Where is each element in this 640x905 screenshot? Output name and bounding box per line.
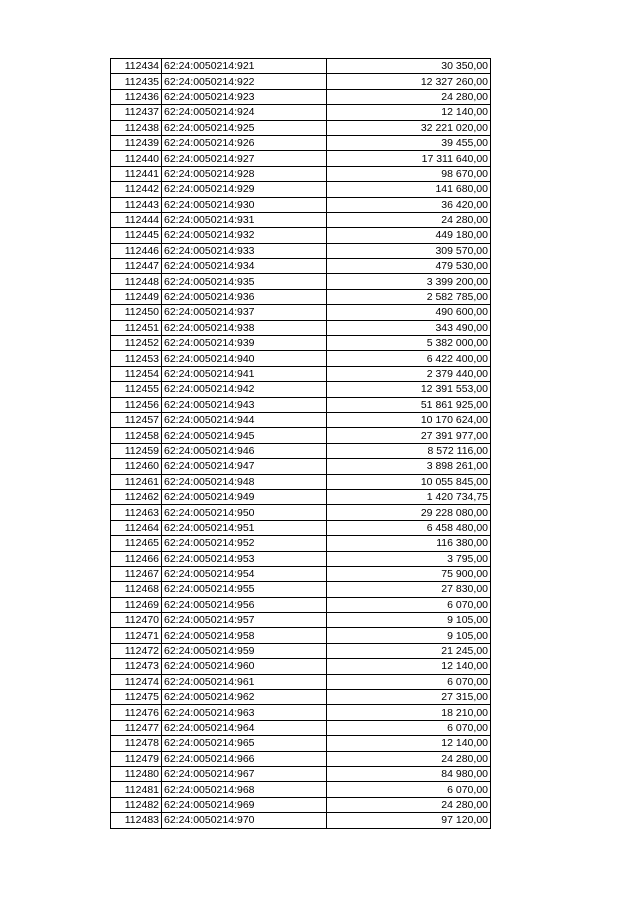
table-row	[111, 736, 491, 751]
cadastral-value-cell: 6 070,00	[327, 674, 491, 689]
cadastral-value-cell: 75 900,00	[327, 566, 491, 581]
cadastral-number-cell: 62:24:0050214:969	[162, 797, 327, 812]
row-number-cell: 112464	[111, 520, 162, 535]
cadastral-value-cell: 3 795,00	[327, 551, 491, 566]
table-row	[111, 443, 491, 458]
row-number-cell: 112461	[111, 474, 162, 489]
cadastral-value-cell: 27 315,00	[327, 690, 491, 705]
cadastral-value-cell: 24 280,00	[327, 89, 491, 104]
row-number-cell: 112435	[111, 74, 162, 89]
row-number-cell: 112442	[111, 182, 162, 197]
table-row	[111, 243, 491, 258]
cadastral-number-cell: 62:24:0050214:923	[162, 89, 327, 104]
row-number-cell: 112476	[111, 705, 162, 720]
row-number-cell: 112467	[111, 566, 162, 581]
cadastral-number-cell: 62:24:0050214:970	[162, 813, 327, 828]
cadastral-number-cell: 62:24:0050214:952	[162, 536, 327, 551]
document-table-container	[110, 58, 491, 829]
cadastral-number-cell: 62:24:0050214:933	[162, 243, 327, 258]
cadastral-value-cell: 10 055 845,00	[327, 474, 491, 489]
cadastral-value-cell: 479 530,00	[327, 259, 491, 274]
cadastral-value-cell: 1 420 734,75	[327, 489, 491, 504]
row-number-cell: 112475	[111, 690, 162, 705]
cadastral-number-cell: 62:24:0050214:966	[162, 751, 327, 766]
cadastral-value-cell: 84 980,00	[327, 766, 491, 781]
row-number-cell: 112455	[111, 382, 162, 397]
cadastral-number-cell: 62:24:0050214:947	[162, 459, 327, 474]
row-number-cell: 112465	[111, 536, 162, 551]
row-number-cell: 112456	[111, 397, 162, 412]
cadastral-number-cell: 62:24:0050214:925	[162, 120, 327, 135]
cadastral-number-cell: 62:24:0050214:944	[162, 412, 327, 427]
table-row	[111, 397, 491, 412]
row-number-cell: 112443	[111, 197, 162, 212]
row-number-cell: 112469	[111, 597, 162, 612]
table-row	[111, 166, 491, 181]
table-row	[111, 151, 491, 166]
cadastral-number-cell: 62:24:0050214:954	[162, 566, 327, 581]
table-row	[111, 813, 491, 828]
cadastral-value-cell: 6 070,00	[327, 782, 491, 797]
table-row	[111, 797, 491, 812]
row-number-cell: 112473	[111, 659, 162, 674]
row-number-cell: 112474	[111, 674, 162, 689]
row-number-cell: 112466	[111, 551, 162, 566]
cadastral-value-cell: 36 420,00	[327, 197, 491, 212]
row-number-cell: 112468	[111, 582, 162, 597]
row-number-cell: 112478	[111, 736, 162, 751]
table-row	[111, 690, 491, 705]
cadastral-value-cell: 6 070,00	[327, 597, 491, 612]
table-row	[111, 520, 491, 535]
cadastral-number-cell: 62:24:0050214:965	[162, 736, 327, 751]
cadastral-number-cell: 62:24:0050214:961	[162, 674, 327, 689]
row-number-cell: 112471	[111, 628, 162, 643]
table-row	[111, 613, 491, 628]
cadastral-value-table	[110, 58, 491, 829]
cadastral-number-cell: 62:24:0050214:931	[162, 212, 327, 227]
row-number-cell: 112477	[111, 720, 162, 735]
cadastral-value-cell: 9 105,00	[327, 613, 491, 628]
cadastral-number-cell: 62:24:0050214:942	[162, 382, 327, 397]
row-number-cell: 112447	[111, 259, 162, 274]
table-row	[111, 582, 491, 597]
row-number-cell: 112472	[111, 643, 162, 658]
cadastral-number-cell: 62:24:0050214:964	[162, 720, 327, 735]
cadastral-number-cell: 62:24:0050214:963	[162, 705, 327, 720]
cadastral-value-cell: 449 180,00	[327, 228, 491, 243]
table-row	[111, 628, 491, 643]
table-row	[111, 182, 491, 197]
table-row	[111, 382, 491, 397]
table-row	[111, 197, 491, 212]
table-row	[111, 474, 491, 489]
cadastral-value-cell: 18 210,00	[327, 705, 491, 720]
cadastral-number-cell: 62:24:0050214:929	[162, 182, 327, 197]
row-number-cell: 112444	[111, 212, 162, 227]
cadastral-value-cell: 6 070,00	[327, 720, 491, 735]
cadastral-value-cell: 3 399 200,00	[327, 274, 491, 289]
cadastral-number-cell: 62:24:0050214:953	[162, 551, 327, 566]
table-row	[111, 59, 491, 74]
table-row	[111, 305, 491, 320]
cadastral-number-cell: 62:24:0050214:936	[162, 289, 327, 304]
row-number-cell: 112482	[111, 797, 162, 812]
cadastral-number-cell: 62:24:0050214:967	[162, 766, 327, 781]
cadastral-number-cell: 62:24:0050214:950	[162, 505, 327, 520]
cadastral-value-cell: 30 350,00	[327, 59, 491, 74]
cadastral-number-cell: 62:24:0050214:946	[162, 443, 327, 458]
row-number-cell: 112479	[111, 751, 162, 766]
cadastral-value-cell: 24 280,00	[327, 212, 491, 227]
row-number-cell: 112448	[111, 274, 162, 289]
cadastral-number-cell: 62:24:0050214:956	[162, 597, 327, 612]
cadastral-value-cell: 2 582 785,00	[327, 289, 491, 304]
row-number-cell: 112460	[111, 459, 162, 474]
cadastral-number-cell: 62:24:0050214:949	[162, 489, 327, 504]
cadastral-value-cell: 9 105,00	[327, 628, 491, 643]
table-row	[111, 536, 491, 551]
cadastral-number-cell: 62:24:0050214:941	[162, 366, 327, 381]
cadastral-number-cell: 62:24:0050214:932	[162, 228, 327, 243]
cadastral-value-cell: 12 391 553,00	[327, 382, 491, 397]
table-body	[111, 59, 491, 829]
cadastral-number-cell: 62:24:0050214:968	[162, 782, 327, 797]
cadastral-number-cell: 62:24:0050214:938	[162, 320, 327, 335]
cadastral-number-cell: 62:24:0050214:921	[162, 59, 327, 74]
table-row	[111, 659, 491, 674]
table-row	[111, 459, 491, 474]
table-row	[111, 489, 491, 504]
cadastral-number-cell: 62:24:0050214:935	[162, 274, 327, 289]
row-number-cell: 112441	[111, 166, 162, 181]
row-number-cell: 112459	[111, 443, 162, 458]
table-row	[111, 566, 491, 581]
cadastral-number-cell: 62:24:0050214:960	[162, 659, 327, 674]
row-number-cell: 112483	[111, 813, 162, 828]
cadastral-number-cell: 62:24:0050214:927	[162, 151, 327, 166]
row-number-cell: 112437	[111, 105, 162, 120]
table-row	[111, 720, 491, 735]
cadastral-number-cell: 62:24:0050214:928	[162, 166, 327, 181]
table-row	[111, 551, 491, 566]
row-number-cell: 112449	[111, 289, 162, 304]
table-row	[111, 674, 491, 689]
cadastral-value-cell: 10 170 624,00	[327, 412, 491, 427]
row-number-cell: 112453	[111, 351, 162, 366]
cadastral-value-cell: 17 311 640,00	[327, 151, 491, 166]
cadastral-number-cell: 62:24:0050214:955	[162, 582, 327, 597]
table-row	[111, 120, 491, 135]
cadastral-value-cell: 343 490,00	[327, 320, 491, 335]
row-number-cell: 112438	[111, 120, 162, 135]
table-row	[111, 212, 491, 227]
cadastral-value-cell: 24 280,00	[327, 751, 491, 766]
table-row	[111, 135, 491, 150]
row-number-cell: 112480	[111, 766, 162, 781]
cadastral-value-cell: 39 455,00	[327, 135, 491, 150]
cadastral-value-cell: 12 327 260,00	[327, 74, 491, 89]
row-number-cell: 112446	[111, 243, 162, 258]
cadastral-value-cell: 51 861 925,00	[327, 397, 491, 412]
table-row	[111, 766, 491, 781]
table-row	[111, 705, 491, 720]
table-row	[111, 597, 491, 612]
table-row	[111, 782, 491, 797]
row-number-cell: 112451	[111, 320, 162, 335]
cadastral-value-cell: 490 600,00	[327, 305, 491, 320]
cadastral-value-cell: 5 382 000,00	[327, 336, 491, 351]
row-number-cell: 112458	[111, 428, 162, 443]
row-number-cell: 112434	[111, 59, 162, 74]
row-number-cell: 112436	[111, 89, 162, 104]
cadastral-value-cell: 3 898 261,00	[327, 459, 491, 474]
cadastral-value-cell: 27 830,00	[327, 582, 491, 597]
cadastral-number-cell: 62:24:0050214:943	[162, 397, 327, 412]
cadastral-number-cell: 62:24:0050214:940	[162, 351, 327, 366]
cadastral-value-cell: 309 570,00	[327, 243, 491, 258]
cadastral-value-cell: 2 379 440,00	[327, 366, 491, 381]
row-number-cell: 112440	[111, 151, 162, 166]
cadastral-number-cell: 62:24:0050214:926	[162, 135, 327, 150]
cadastral-number-cell: 62:24:0050214:922	[162, 74, 327, 89]
table-row	[111, 412, 491, 427]
table-row	[111, 351, 491, 366]
cadastral-value-cell: 29 228 080,00	[327, 505, 491, 520]
cadastral-value-cell: 12 140,00	[327, 736, 491, 751]
cadastral-value-cell: 141 680,00	[327, 182, 491, 197]
cadastral-value-cell: 6 422 400,00	[327, 351, 491, 366]
cadastral-value-cell: 24 280,00	[327, 797, 491, 812]
cadastral-value-cell: 21 245,00	[327, 643, 491, 658]
row-number-cell: 112463	[111, 505, 162, 520]
cadastral-value-cell: 27 391 977,00	[327, 428, 491, 443]
table-row	[111, 751, 491, 766]
cadastral-value-cell: 97 120,00	[327, 813, 491, 828]
cadastral-value-cell: 12 140,00	[327, 659, 491, 674]
cadastral-value-cell: 32 221 020,00	[327, 120, 491, 135]
row-number-cell: 112452	[111, 336, 162, 351]
table-row	[111, 643, 491, 658]
cadastral-value-cell: 116 380,00	[327, 536, 491, 551]
cadastral-value-cell: 98 670,00	[327, 166, 491, 181]
cadastral-number-cell: 62:24:0050214:958	[162, 628, 327, 643]
cadastral-number-cell: 62:24:0050214:924	[162, 105, 327, 120]
table-row	[111, 366, 491, 381]
table-row	[111, 505, 491, 520]
table-row	[111, 428, 491, 443]
cadastral-value-cell: 6 458 480,00	[327, 520, 491, 535]
table-row	[111, 289, 491, 304]
cadastral-number-cell: 62:24:0050214:957	[162, 613, 327, 628]
cadastral-number-cell: 62:24:0050214:948	[162, 474, 327, 489]
cadastral-number-cell: 62:24:0050214:959	[162, 643, 327, 658]
row-number-cell: 112481	[111, 782, 162, 797]
table-row	[111, 259, 491, 274]
table-row	[111, 336, 491, 351]
cadastral-number-cell: 62:24:0050214:945	[162, 428, 327, 443]
row-number-cell: 112462	[111, 489, 162, 504]
table-row	[111, 89, 491, 104]
cadastral-number-cell: 62:24:0050214:962	[162, 690, 327, 705]
row-number-cell: 112445	[111, 228, 162, 243]
table-row	[111, 74, 491, 89]
row-number-cell: 112454	[111, 366, 162, 381]
table-row	[111, 228, 491, 243]
cadastral-number-cell: 62:24:0050214:937	[162, 305, 327, 320]
table-row	[111, 320, 491, 335]
cadastral-value-cell: 8 572 116,00	[327, 443, 491, 458]
row-number-cell: 112470	[111, 613, 162, 628]
cadastral-number-cell: 62:24:0050214:951	[162, 520, 327, 535]
row-number-cell: 112457	[111, 412, 162, 427]
row-number-cell: 112439	[111, 135, 162, 150]
table-row	[111, 105, 491, 120]
cadastral-value-cell: 12 140,00	[327, 105, 491, 120]
cadastral-number-cell: 62:24:0050214:939	[162, 336, 327, 351]
row-number-cell: 112450	[111, 305, 162, 320]
cadastral-number-cell: 62:24:0050214:934	[162, 259, 327, 274]
cadastral-number-cell: 62:24:0050214:930	[162, 197, 327, 212]
table-row	[111, 274, 491, 289]
